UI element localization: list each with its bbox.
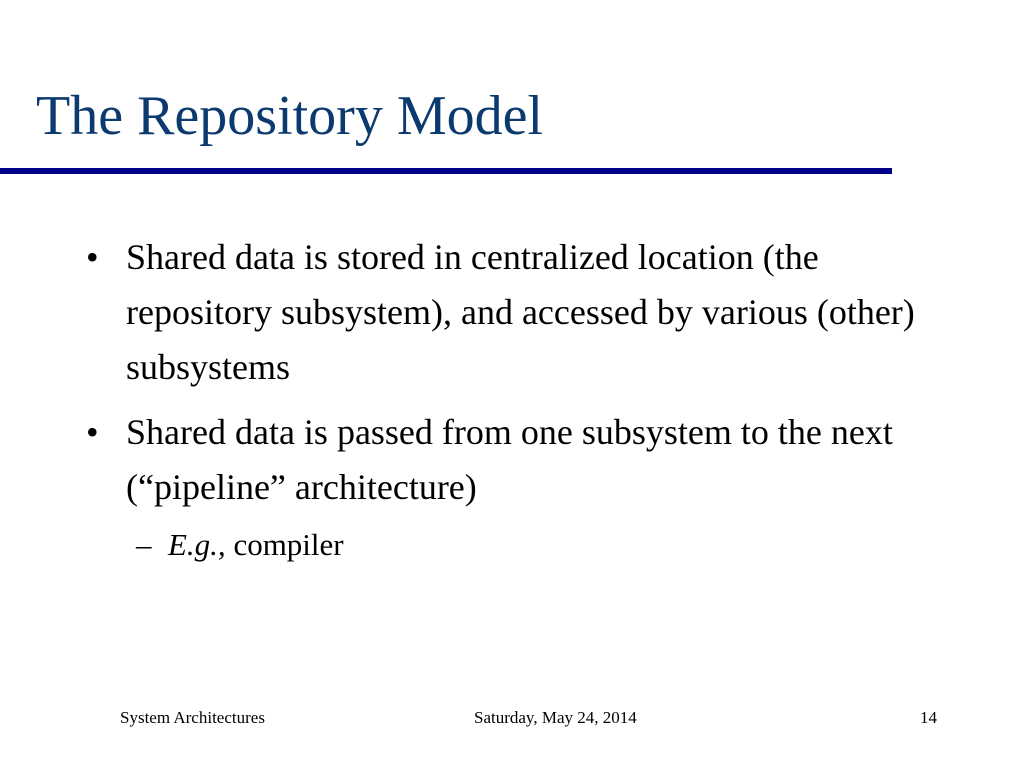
footer-presentation-title: System Architectures <box>120 708 265 727</box>
bullet-item <box>0 405 926 515</box>
sub-bullet-item <box>0 523 344 567</box>
bullet-list <box>0 230 926 525</box>
bullet-item <box>0 230 926 395</box>
footer-date: Saturday, May 24, 2014 <box>474 708 637 727</box>
bullet-marker: • <box>86 412 99 452</box>
bullet-text: Shared data is stored in centralized location (the repository subsystem), and accessed by various (other) subsystems <box>126 237 915 387</box>
sub-bullet-text: compiler <box>225 527 344 562</box>
sub-bullet-emphasis: E.g., <box>168 527 226 562</box>
bullet-text: Shared data is passed from one subsystem to the next (“pipeline” architecture) <box>126 412 893 507</box>
bullet-marker: • <box>86 237 99 277</box>
title-underline <box>0 168 892 174</box>
slide-title: The Repository Model <box>36 85 544 147</box>
sub-bullet-marker: – <box>136 527 152 562</box>
footer-slide-number: 14 <box>920 708 937 727</box>
